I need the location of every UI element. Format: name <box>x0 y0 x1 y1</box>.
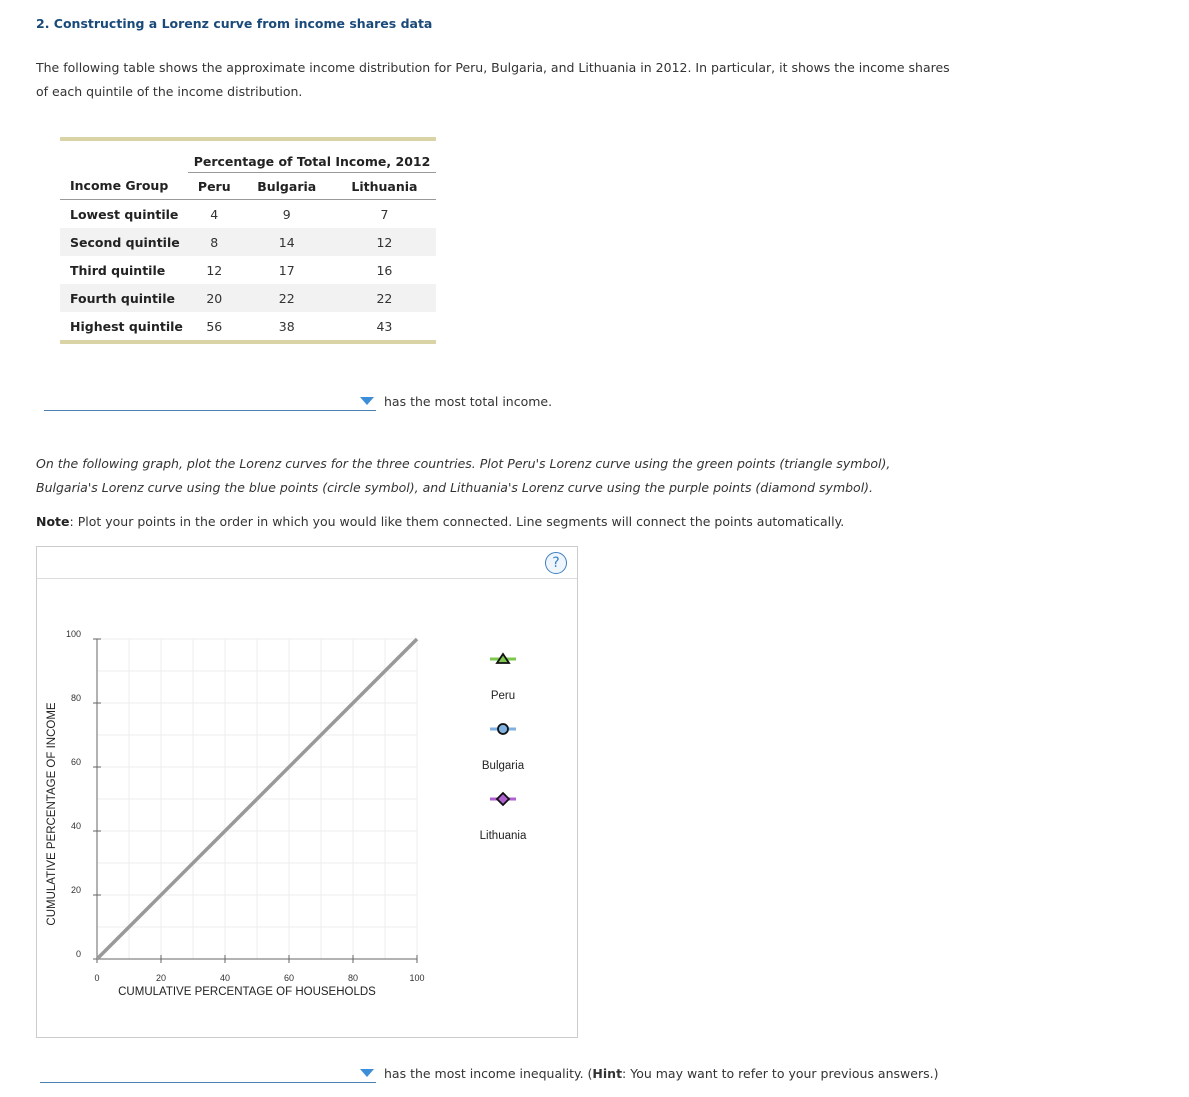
question2-text <box>384 1066 938 1081</box>
income-share-cell: 12 <box>206 262 223 278</box>
income-group-cell: Lowest quintile <box>70 206 179 222</box>
hint-label: Hint <box>592 1066 623 1081</box>
y-tick-label: 100 <box>65 629 81 639</box>
x-tick-label: 100 <box>409 973 425 983</box>
x-tick-label: 80 <box>347 973 359 983</box>
x-tick-label: 40 <box>219 973 231 983</box>
table-header: Lithuania <box>333 173 436 200</box>
income-share-cell: 17 <box>278 262 295 278</box>
chevron-down-icon <box>360 397 374 405</box>
table-header: Peru <box>188 173 241 200</box>
table-caption: Percentage of Total Income, 2012 <box>188 141 436 173</box>
legend-label: Lithuania <box>479 830 527 842</box>
table-row <box>60 256 436 284</box>
panel-toolbar <box>37 547 577 579</box>
income-share-cell: 8 <box>188 228 241 256</box>
most-total-income-dropdown[interactable] <box>44 392 376 411</box>
income-share-cell: 43 <box>376 318 393 334</box>
y-axis-label: CUMULATIVE PERCENTAGE OF INCOME <box>46 702 58 926</box>
income-share-cell: 56 <box>206 318 223 334</box>
graph-panel <box>36 546 578 1038</box>
most-inequality-dropdown[interactable] <box>40 1064 376 1083</box>
y-tick-label: 20 <box>70 885 81 895</box>
chevron-down-icon <box>360 1069 374 1077</box>
income-share-cell: 12 <box>333 228 436 256</box>
y-tick-label: 60 <box>70 757 81 767</box>
note-body: : Plot your points in the order in which you would like them connected. Line segments will connect the points automatically. <box>69 514 845 529</box>
page-title: 2. Constructing a Lorenz curve from income shares data <box>36 16 433 31</box>
help-icon[interactable]: ? <box>545 552 567 574</box>
legend-label: Peru <box>490 690 516 702</box>
income-group-cell: Highest quintile <box>70 318 183 334</box>
income-share-cell: 22 <box>241 284 333 312</box>
table-row <box>60 200 436 229</box>
note-text <box>36 512 956 532</box>
question1-text: has the most total income. <box>384 394 553 409</box>
x-tick-label: 60 <box>283 973 295 983</box>
income-share-cell: 38 <box>278 318 295 334</box>
table-header: Income Group <box>60 173 188 200</box>
diamond-icon <box>497 793 509 805</box>
income-group-cell: Second quintile <box>60 228 188 256</box>
y-tick-label: 0 <box>75 949 81 959</box>
table-row <box>60 284 436 312</box>
table-row <box>60 228 436 256</box>
note-label: Note <box>36 514 70 529</box>
table-row <box>60 312 436 340</box>
x-tick-label: 0 <box>94 973 100 983</box>
lorenz-chart[interactable] <box>37 579 577 1037</box>
table-header: Bulgaria <box>241 173 333 200</box>
x-tick-label: 20 <box>155 973 167 983</box>
legend-label: Bulgaria <box>481 760 525 772</box>
x-axis-label: CUMULATIVE PERCENTAGE OF HOUSEHOLDS <box>118 986 376 998</box>
income-share-cell: 20 <box>188 284 241 312</box>
graph-instructions: On the following graph, plot the Lorenz curves for the three countries. Plot Peru's Lorenz curve using the green points (triangle symbol), Bulgaria's Lorenz curve using the blue points (circle symbol), and Lithuania's Lorenz curve using the purple points (diamond symbol). <box>36 456 891 495</box>
income-share-cell: 22 <box>333 284 436 312</box>
question2-prefix: has the most income inequality. ( <box>384 1066 593 1081</box>
income-group-cell: Fourth quintile <box>60 284 188 312</box>
income-group-cell: Third quintile <box>70 262 166 278</box>
income-table <box>60 137 436 344</box>
income-share-cell: 16 <box>376 262 393 278</box>
income-share-cell: 9 <box>282 206 291 222</box>
income-share-cell: 4 <box>210 206 219 222</box>
question2-suffix: : You may want to refer to your previous answers.) <box>622 1066 939 1081</box>
income-share-cell: 14 <box>241 228 333 256</box>
y-tick-label: 40 <box>70 821 81 831</box>
y-tick-label: 80 <box>70 693 81 703</box>
income-share-cell: 7 <box>380 206 389 222</box>
intro-text: The following table shows the approximate income distribution for Peru, Bulgaria, and Lithuania in 2012. In particular, it shows the income shares of each quintile of the income distribution. <box>36 60 950 99</box>
circle-icon <box>498 724 508 734</box>
